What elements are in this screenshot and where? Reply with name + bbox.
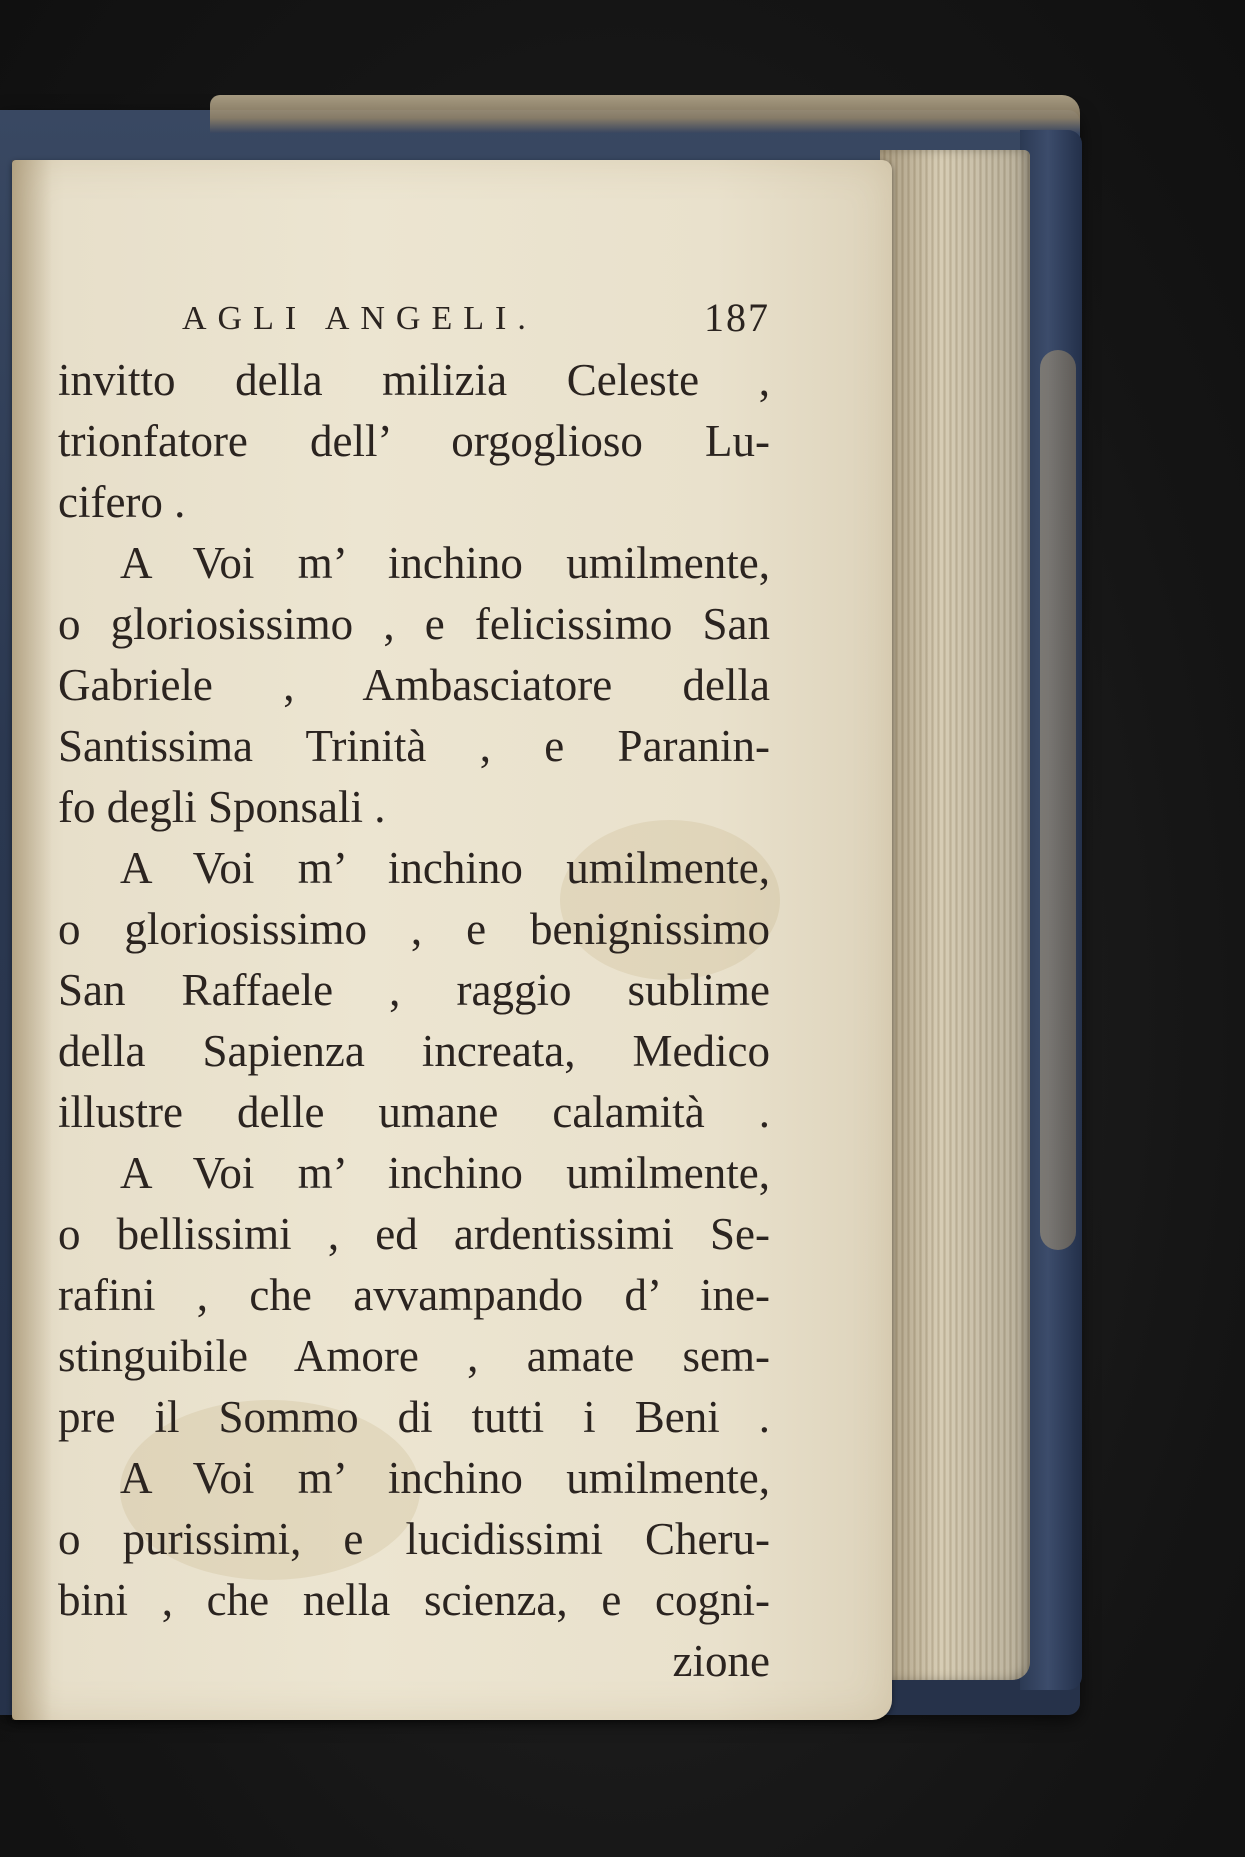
text-line: o gloriosissimo , e felicissimo San [58, 599, 770, 649]
catchword: zione [672, 1636, 770, 1686]
text-line: cifero . [58, 477, 186, 527]
text-line: San Raffaele , raggio sublime [58, 965, 770, 1015]
text-line: A Voi m’ inchino umilmente, [120, 1148, 770, 1198]
running-head [58, 288, 770, 344]
page-text-block [58, 288, 770, 1692]
page-gutter-shadow [12, 160, 52, 1720]
page-number: 187 [704, 295, 770, 340]
book-cover-top-edge [210, 95, 1080, 133]
text-line: stinguibile Amore , amate sem- [58, 1331, 770, 1381]
text-line: rafini , che avvampando d’ ine- [58, 1270, 770, 1320]
cover-wear-mark [1040, 350, 1076, 1250]
text-line: A Voi m’ inchino umilmente, [120, 1453, 770, 1503]
running-head-title: AGLI ANGELI. [182, 300, 537, 337]
text-line: pre il Sommo di tutti i Beni . [58, 1392, 770, 1442]
text-line: della Sapienza increata, Medico [58, 1026, 770, 1076]
text-line: o gloriosissimo , e benignissimo [58, 904, 770, 954]
page-block-shadow [880, 150, 1030, 1680]
text-line: invitto della milizia Celeste , [58, 355, 770, 405]
text-line: bini , che nella scienza, e cogni- [58, 1575, 770, 1625]
text-line: o purissimi, e lucidissimi Cheru- [58, 1514, 770, 1564]
text-line: Santissima Trinità , e Paranin- [58, 721, 770, 771]
text-line: fo degli Sponsali . [58, 782, 386, 832]
text-line: A Voi m’ inchino umilmente, [120, 538, 770, 588]
text-line: Gabriele , Ambasciatore della [58, 660, 770, 710]
text-line: trionfatore dell’ orgoglioso Lu- [58, 416, 770, 466]
text-line: illustre delle umane calamità . [58, 1087, 770, 1137]
text-line: A Voi m’ inchino umilmente, [120, 843, 770, 893]
text-line: o bellissimi , ed ardentissimi Se- [58, 1209, 770, 1259]
